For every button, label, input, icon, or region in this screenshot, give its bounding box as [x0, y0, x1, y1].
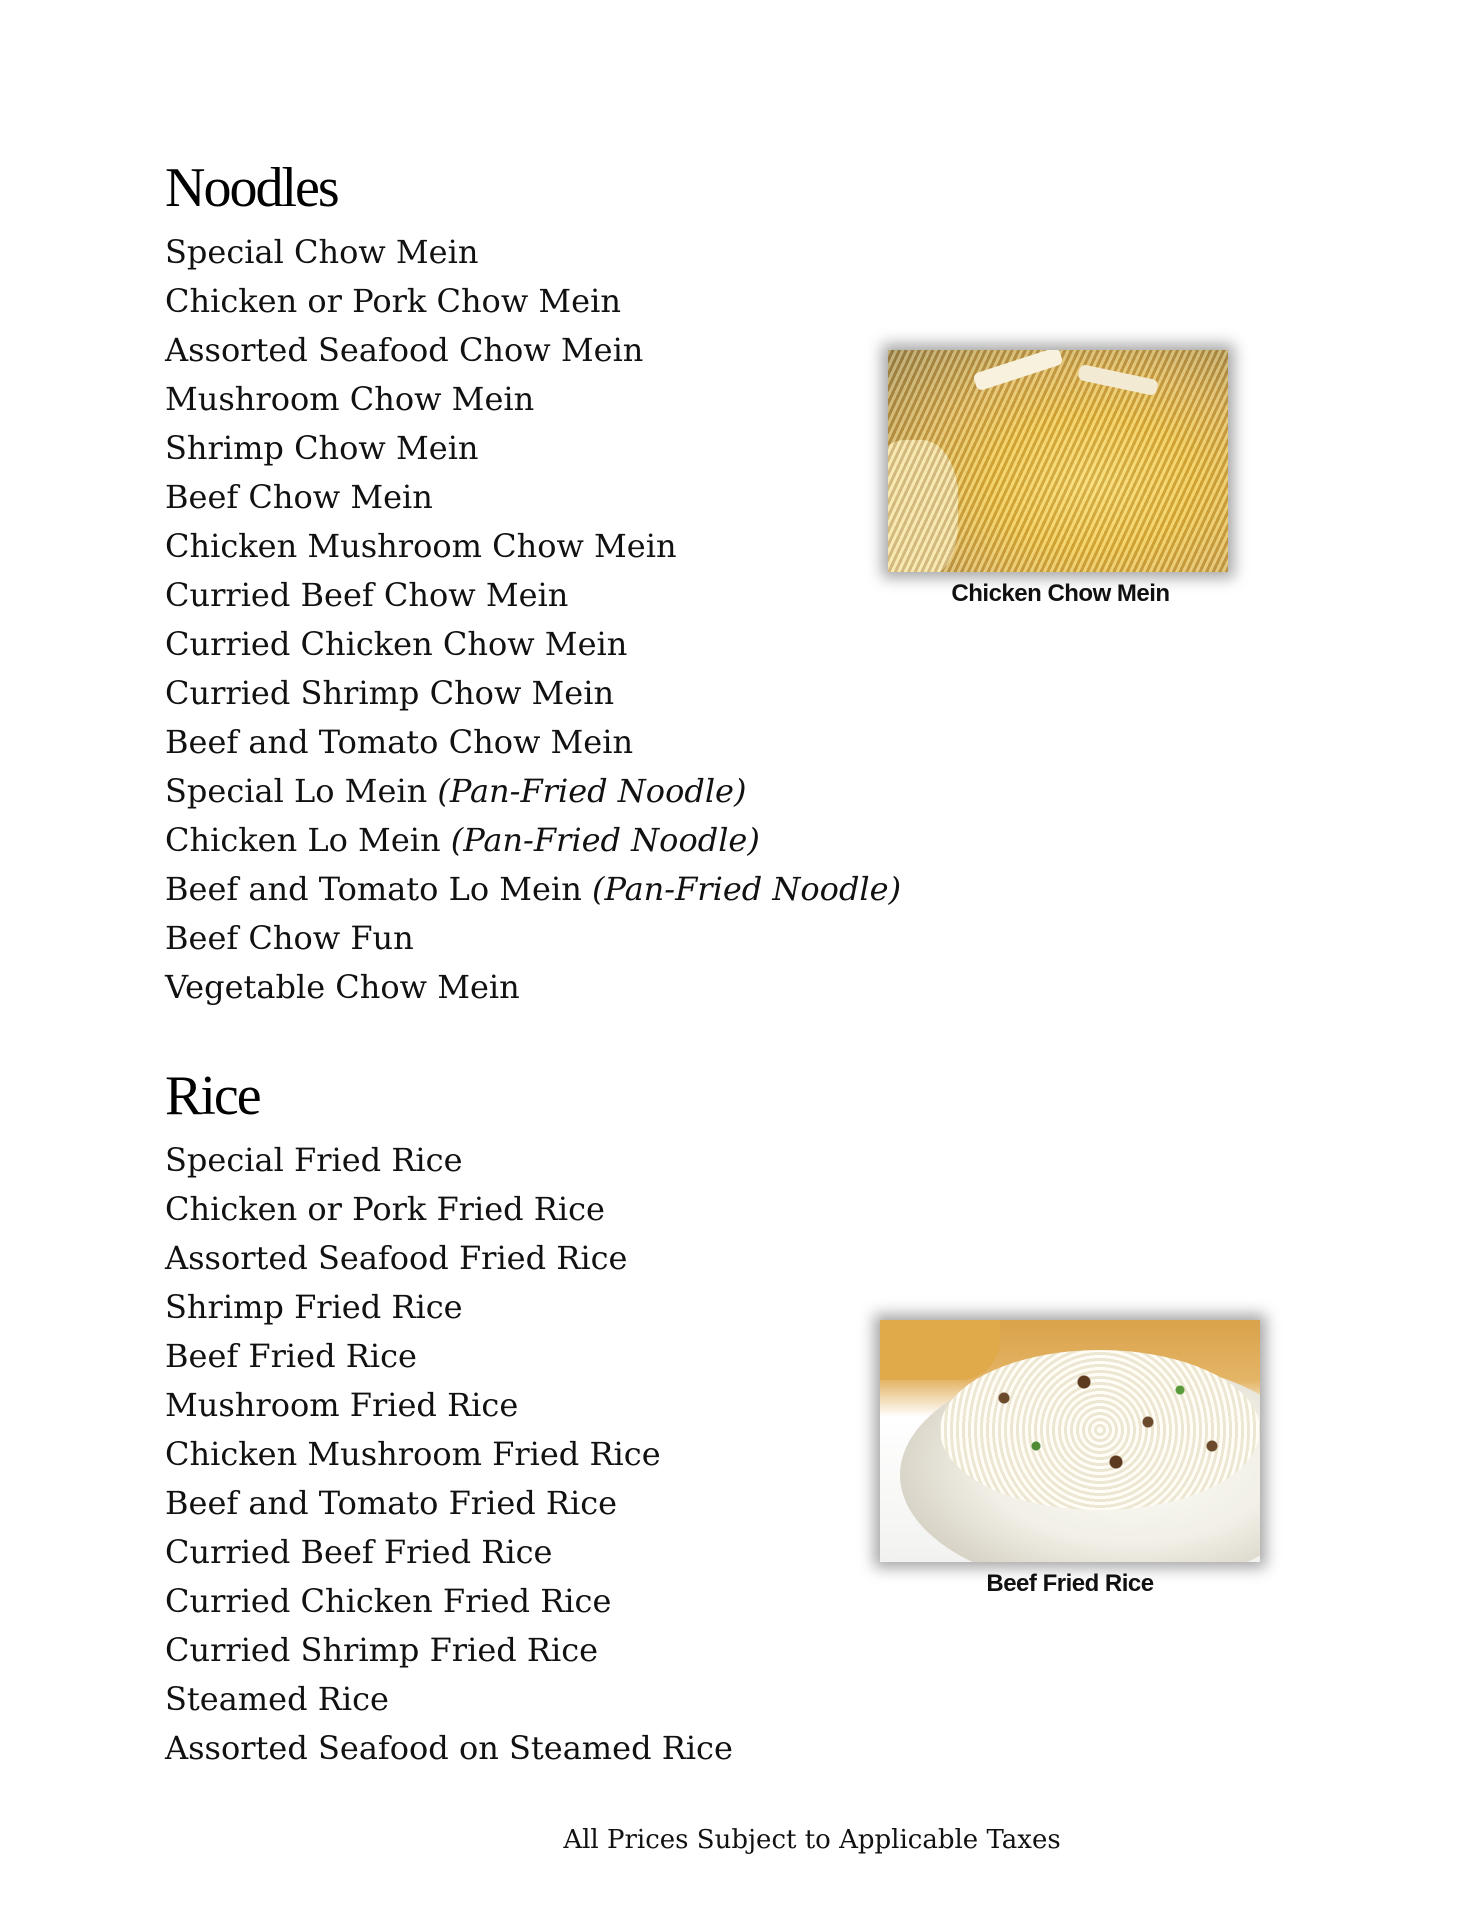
menu-item-note: (Pan-Fried Noodle)	[450, 821, 760, 859]
menu-item-name: Curried Beef Fried Rice	[165, 1533, 553, 1571]
menu-item-name: Chicken Mushroom Fried Rice	[165, 1435, 661, 1473]
menu-item-note: (Pan-Fried Noodle)	[437, 772, 747, 810]
chicken-chow-mein-caption: Chicken Chow Mein	[951, 580, 1170, 607]
menu-item-name: Chicken Lo Mein	[165, 821, 441, 859]
menu-item-name: Steamed Rice	[165, 1680, 389, 1718]
menu-item-name: Beef Fried Rice	[165, 1337, 417, 1375]
beef-fried-rice-caption: Beef Fried Rice	[986, 1570, 1154, 1597]
menu-item	[165, 963, 901, 1012]
menu-item-name: Beef Chow Fun	[165, 919, 414, 957]
menu-item	[165, 473, 901, 522]
menu-item-name: Curried Shrimp Chow Mein	[165, 674, 615, 712]
menu-item	[165, 1430, 733, 1479]
menu-item	[165, 326, 901, 375]
menu-item	[165, 1479, 733, 1528]
menu-item-name: Curried Beef Chow Mein	[165, 576, 569, 614]
rice-section	[165, 1065, 733, 1773]
menu-item	[165, 1283, 733, 1332]
menu-item	[165, 571, 901, 620]
noodles-section	[165, 157, 902, 1012]
menu-item	[165, 375, 901, 424]
menu-item	[165, 1185, 733, 1234]
menu-item	[165, 914, 901, 963]
menu-item	[165, 816, 901, 865]
menu-item	[165, 865, 901, 914]
menu-item	[165, 1234, 733, 1283]
menu-item-name: Curried Chicken Chow Mein	[165, 625, 628, 663]
menu-item-name: Chicken or Pork Chow Mein	[165, 282, 621, 320]
menu-item-name: Special Lo Mein	[165, 772, 428, 810]
menu-item	[165, 1528, 733, 1577]
menu-item	[165, 1626, 733, 1675]
menu-item-name: Shrimp Fried Rice	[165, 1288, 463, 1326]
rice-heading: Rice	[165, 1065, 260, 1127]
menu-item	[165, 228, 901, 277]
menu-item-name: Chicken Mushroom Chow Mein	[165, 527, 677, 565]
menu-item-name: Curried Chicken Fried Rice	[165, 1582, 612, 1620]
menu-item-name: Assorted Seafood Chow Mein	[165, 331, 644, 369]
menu-item	[165, 669, 901, 718]
menu-item	[165, 522, 901, 571]
menu-item-name: Vegetable Chow Mein	[165, 968, 520, 1006]
menu-item-name: Curried Shrimp Fried Rice	[165, 1631, 599, 1669]
tax-notice: All Prices Subject to Applicable Taxes	[563, 1825, 1061, 1855]
menu-item	[165, 277, 901, 326]
menu-item	[165, 1381, 733, 1430]
noodles-heading: Noodles	[165, 157, 338, 219]
menu-item-name: Special Fried Rice	[165, 1141, 463, 1179]
beef-fried-rice-photo	[880, 1320, 1260, 1562]
menu-item	[165, 718, 901, 767]
menu-item	[165, 1136, 733, 1185]
chicken-chow-mein-figure	[888, 350, 1233, 608]
menu-item	[165, 1675, 733, 1724]
menu-item	[165, 1724, 733, 1773]
menu-item	[165, 767, 901, 816]
menu-item-name: Beef and Tomato Chow Mein	[165, 723, 634, 761]
menu-item	[165, 1577, 733, 1626]
chicken-chow-mein-photo	[888, 350, 1228, 572]
menu-item-name: Mushroom Fried Rice	[165, 1386, 519, 1424]
menu-item	[165, 424, 901, 473]
menu-item-name: Assorted Seafood on Steamed Rice	[165, 1729, 733, 1767]
menu-item-name: Assorted Seafood Fried Rice	[165, 1239, 628, 1277]
rice-list	[165, 1136, 733, 1773]
beef-fried-rice-figure	[880, 1320, 1260, 1598]
menu-item-name: Beef and Tomato Lo Mein	[165, 870, 582, 908]
menu-item	[165, 620, 901, 669]
menu-item-name: Beef Chow Mein	[165, 478, 433, 516]
menu-item-name: Chicken or Pork Fried Rice	[165, 1190, 605, 1228]
noodles-list	[165, 228, 901, 1012]
menu-item-note: (Pan-Fried Noodle)	[592, 870, 902, 908]
menu-item-name: Mushroom Chow Mein	[165, 380, 535, 418]
menu-item-name: Beef and Tomato Fried Rice	[165, 1484, 618, 1522]
menu-item-name: Special Chow Mein	[165, 233, 479, 271]
menu-item	[165, 1332, 733, 1381]
menu-item-name: Shrimp Chow Mein	[165, 429, 479, 467]
